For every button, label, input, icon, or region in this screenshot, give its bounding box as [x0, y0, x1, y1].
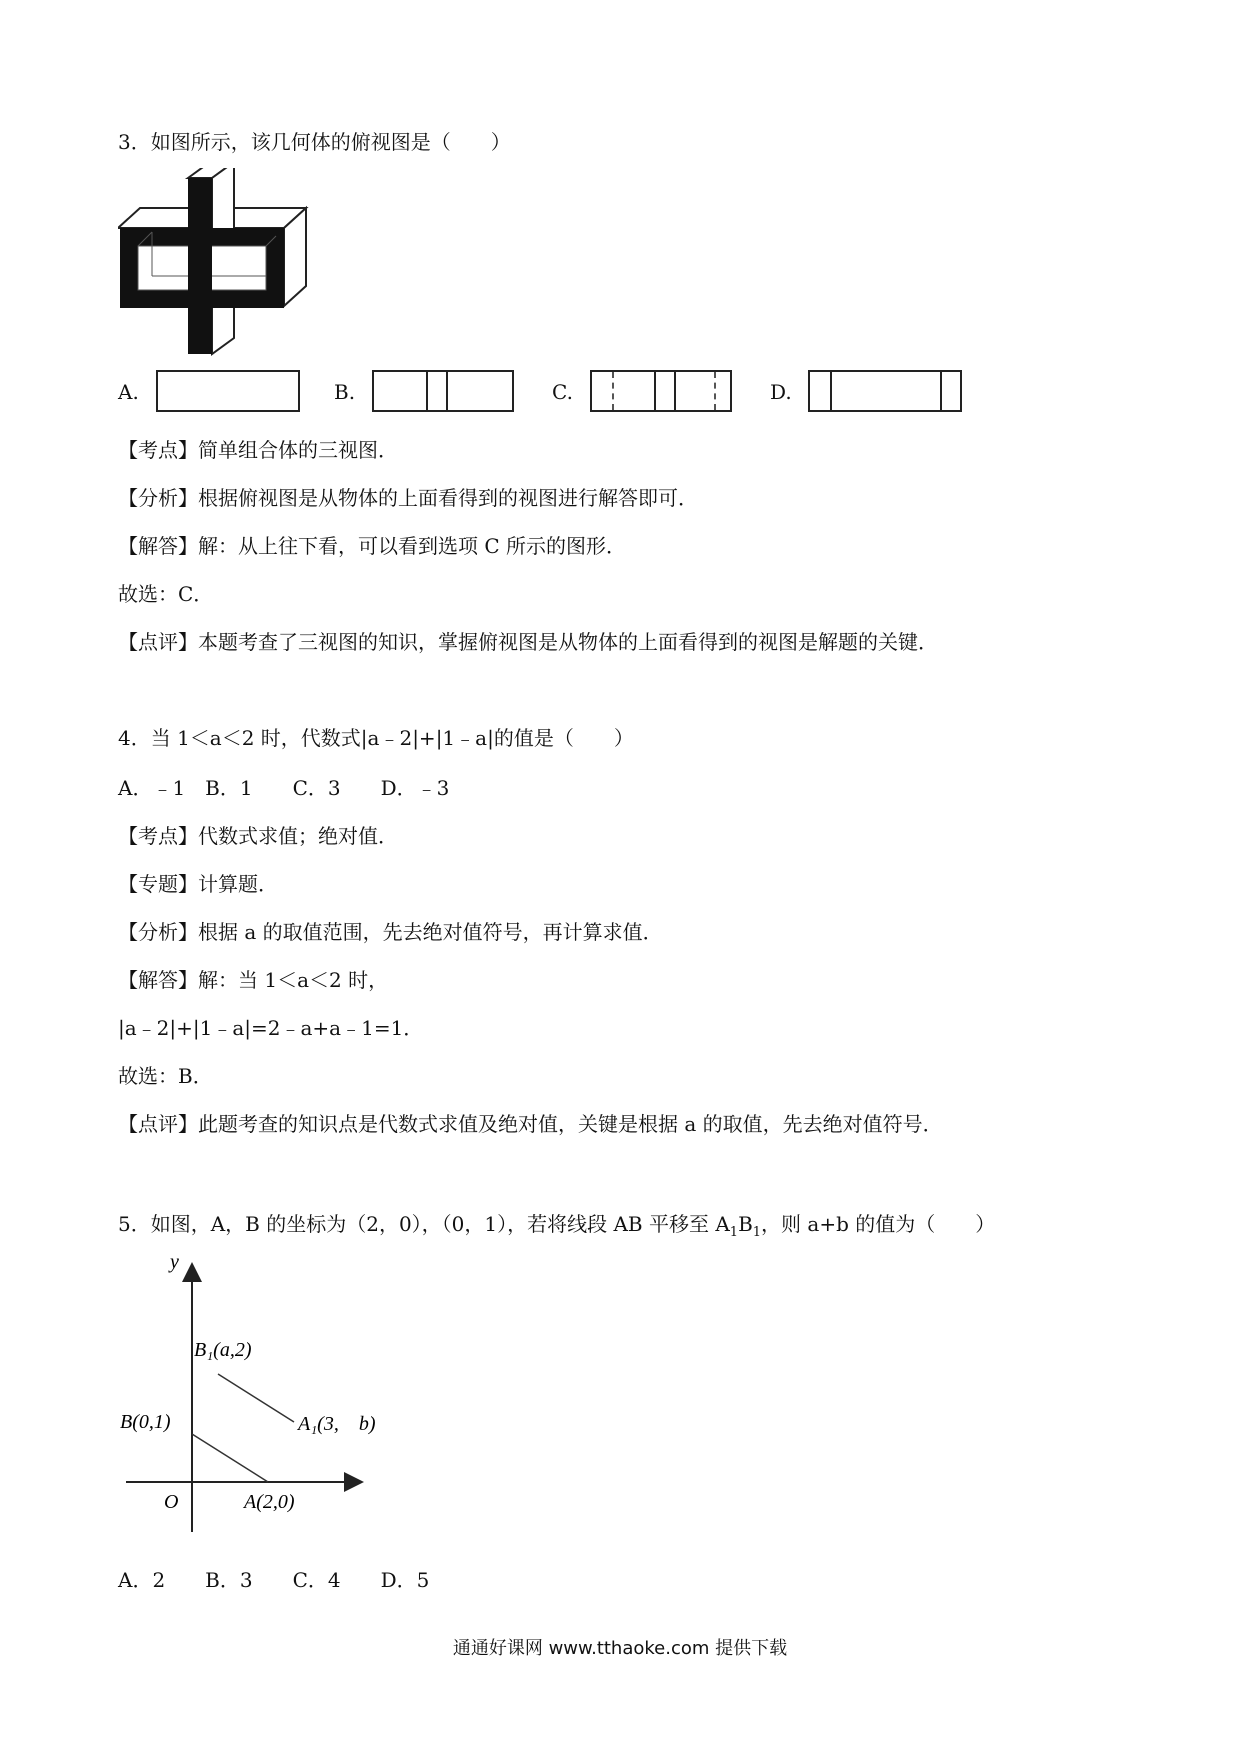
- q3-jieda: 【解答】解：从上往下看，可以看到选项 C 所示的图形．: [118, 534, 627, 558]
- q3-option-b-figure: [372, 370, 514, 412]
- q4-question: 4．当 1＜a＜2 时，代数式|a﹣2|+|1﹣a|的值是（ ）: [118, 726, 634, 750]
- q4-answer: 故选：B．: [118, 1064, 213, 1088]
- segment-a1b1: [218, 1374, 294, 1422]
- q3-option-a-label: A.: [118, 380, 139, 404]
- q4-zhuanti: 【专题】计算题．: [118, 872, 278, 896]
- q4-calculation: |a﹣2|+|1﹣a|=2﹣a+a﹣1=1．: [118, 1016, 424, 1040]
- point-a-label: A(2,0): [244, 1491, 295, 1513]
- q3-solid-figure: [118, 168, 318, 360]
- point-b1-label: B₁(a,2): [194, 1339, 252, 1361]
- q3-question: 3．如图所示，该几何体的俯视图是（ ）: [118, 130, 511, 154]
- q3-answer: 故选：C．: [118, 582, 214, 606]
- origin-label: O: [164, 1491, 179, 1513]
- point-b-label: B(0,1): [120, 1411, 171, 1433]
- q4-kaodian: 【考点】代数式求值；绝对值．: [118, 824, 398, 848]
- q3-option-d-figure: [808, 370, 962, 412]
- q3-fenxi: 【分析】根据俯视图是从物体的上面看得到的视图进行解答即可．: [118, 486, 698, 510]
- q3-dianping: 【点评】本题考查了三视图的知识，掌握俯视图是从物体的上面看得到的视图是解题的关键．: [118, 630, 938, 654]
- q3-option-b-label: B.: [334, 380, 356, 404]
- q5-coordinate-figure: [118, 1252, 398, 1542]
- q3-option-c-figure: [590, 370, 732, 412]
- q3-kaodian: 【考点】简单组合体的三视图．: [118, 438, 398, 462]
- q3-option-d-label: D.: [770, 380, 792, 404]
- q4-fenxi: 【分析】根据 a 的取值范围，先去绝对值符号，再计算求值．: [118, 920, 663, 944]
- q4-jieda: 【解答】解：当 1＜a＜2 时，: [118, 968, 389, 992]
- q4-dianping: 【点评】此题考查的知识点是代数式求值及绝对值，关键是根据 a 的取值，先去绝对值符号．: [118, 1112, 943, 1136]
- q5-options: A．2 B．3 C．4 D．5: [118, 1568, 430, 1592]
- q3-option-c-label: C.: [552, 380, 573, 404]
- segment-ab: [192, 1434, 268, 1482]
- q5-question: 5．如图，A，B 的坐标为（2，0），（0，1），若将线段 AB 平移至 $A_1B_1$，则 a+b 的值为（ ）: [118, 1212, 996, 1240]
- page-footer: 通通好课网 www.tthaoke.com 提供下载: [452, 1638, 788, 1659]
- q3-option-a-figure: [156, 370, 300, 412]
- y-axis-label: y: [170, 1252, 179, 1273]
- q4-options: A．﹣1 B．1 C．3 D．﹣3: [118, 776, 450, 800]
- point-a1-label: A₁(3, b): [298, 1413, 376, 1435]
